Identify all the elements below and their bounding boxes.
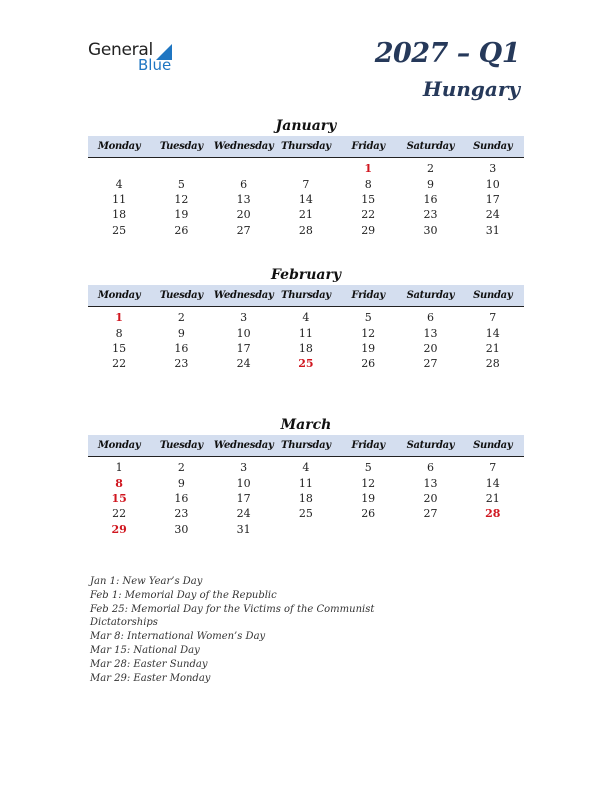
day-cell: 18 — [298, 491, 313, 505]
day-cell: 23 — [174, 357, 189, 371]
day-cell: 11 — [298, 326, 313, 340]
day-cell: 16 — [174, 491, 189, 505]
day-cell: 17 — [236, 341, 251, 355]
weekday-label: Tuesday — [159, 290, 203, 301]
holiday-day-cell: 29 — [111, 522, 127, 536]
weekday-label: Monday — [97, 290, 141, 301]
holiday-day-cell: 1 — [364, 162, 373, 176]
holiday-day-cell: 28 — [485, 507, 501, 521]
weekday-label: Wednesday — [213, 141, 274, 152]
weekday-label: Friday — [351, 141, 385, 152]
weekday-label: Saturday — [406, 141, 455, 152]
weekday-label: Monday — [97, 141, 141, 152]
day-cell: 19 — [361, 491, 376, 505]
weekday-label: Thursday — [281, 141, 331, 152]
day-cell: 13 — [236, 192, 251, 206]
week-row — [88, 460, 524, 475]
day-cell: 2 — [177, 461, 185, 475]
weekday-label: Tuesday — [159, 141, 203, 152]
holiday-note: Feb 1: Memorial Day of the Republic — [90, 589, 277, 601]
day-cell: 4 — [302, 311, 310, 325]
weekday-label: Tuesday — [159, 440, 203, 451]
holiday-note: Jan 1: New Year’s Day — [90, 576, 203, 587]
holiday-note: Mar 28: Easter Sunday — [90, 658, 208, 670]
day-cell: 17 — [236, 491, 251, 505]
day-cell: 5 — [364, 311, 372, 325]
day-cell: 26 — [174, 223, 189, 237]
brand-general-text: General — [88, 40, 153, 60]
weekday-label: Sunday — [473, 290, 513, 301]
day-cell: 10 — [236, 326, 251, 340]
day-cell: 14 — [485, 476, 500, 490]
day-cell: 5 — [177, 177, 185, 191]
day-cell: 11 — [298, 476, 313, 490]
day-cell: 28 — [485, 357, 500, 371]
week-row — [88, 491, 524, 506]
brand-blue-text: Blue — [138, 56, 172, 74]
day-cell: 26 — [361, 507, 376, 521]
week-row — [88, 522, 524, 537]
week-row — [88, 325, 524, 340]
weekday-label: Monday — [97, 440, 141, 451]
day-cell: 7 — [489, 311, 497, 325]
month-calendar — [88, 415, 524, 537]
day-cell: 30 — [174, 522, 189, 536]
day-cell: 31 — [485, 223, 500, 237]
weekday-label: Sunday — [473, 141, 513, 152]
day-cell: 3 — [489, 162, 497, 176]
month-title: March — [280, 417, 332, 433]
day-cell: 6 — [426, 311, 434, 325]
holiday-note: Mar 29: Easter Monday — [90, 672, 211, 684]
day-cell: 21 — [298, 208, 313, 222]
day-cell: 18 — [112, 208, 127, 222]
day-cell: 21 — [485, 491, 500, 505]
week-row — [88, 506, 524, 521]
day-cell: 22 — [112, 357, 127, 371]
day-cell: 28 — [298, 223, 313, 237]
weekday-label: Wednesday — [213, 440, 274, 451]
weekday-label: Wednesday — [213, 290, 274, 301]
month-title: January — [275, 118, 337, 134]
week-row — [88, 176, 524, 191]
week-row — [88, 192, 524, 207]
day-cell: 11 — [112, 192, 127, 206]
day-cell: 27 — [423, 357, 438, 371]
holiday-day-cell: 1 — [115, 311, 123, 325]
day-cell: 4 — [302, 461, 310, 475]
day-cell: 23 — [423, 208, 438, 222]
day-cell: 24 — [485, 208, 500, 222]
day-cell: 18 — [298, 341, 313, 355]
day-cell: 7 — [489, 461, 497, 475]
week-row — [88, 475, 524, 490]
day-cell: 20 — [423, 341, 438, 355]
week-row — [88, 310, 524, 325]
day-cell: 21 — [485, 341, 500, 355]
day-cell: 31 — [236, 522, 251, 536]
holiday-day-cell: 15 — [111, 491, 127, 505]
day-cell: 27 — [423, 507, 438, 521]
day-cell: 12 — [361, 326, 376, 340]
day-cell: 19 — [174, 208, 189, 222]
weekday-label: Friday — [351, 290, 385, 301]
holiday-notes — [90, 575, 390, 685]
weekday-label: Saturday — [406, 290, 455, 301]
brand-logo — [88, 40, 188, 76]
month-calendar — [88, 116, 524, 238]
weekday-label: Sunday — [473, 440, 513, 451]
day-cell: 3 — [240, 461, 248, 475]
holiday-note: Mar 15: National Day — [90, 644, 200, 656]
day-cell: 22 — [361, 208, 376, 222]
day-cell: 3 — [240, 311, 248, 325]
day-cell: 24 — [236, 507, 251, 521]
weekday-label: Friday — [351, 440, 385, 451]
day-cell: 30 — [423, 223, 438, 237]
weekday-label: Thursday — [281, 440, 331, 451]
weekday-label: Thursday — [281, 290, 331, 301]
day-cell: 22 — [112, 507, 127, 521]
holiday-note: Feb 25: Memorial Day for the Victims of the Communist — [90, 603, 375, 615]
day-cell: 9 — [426, 177, 434, 191]
day-cell: 4 — [115, 177, 123, 191]
day-cell: 2 — [177, 311, 185, 325]
holiday-note: Mar 8: International Women’s Day — [90, 631, 266, 643]
day-cell: 25 — [112, 223, 127, 237]
day-cell: 6 — [240, 177, 248, 191]
day-cell: 2 — [426, 162, 434, 176]
day-cell: 25 — [298, 507, 313, 521]
day-cell: 12 — [174, 192, 189, 206]
month-calendar — [88, 265, 524, 372]
day-cell: 29 — [361, 223, 376, 237]
day-cell: 6 — [426, 461, 434, 475]
day-cell: 1 — [115, 461, 123, 475]
day-cell: 13 — [423, 476, 438, 490]
week-row — [88, 223, 524, 238]
day-cell: 15 — [361, 192, 376, 206]
week-row — [88, 161, 524, 176]
day-cell: 13 — [423, 326, 438, 340]
day-cell: 7 — [302, 177, 310, 191]
holiday-day-cell: 8 — [115, 476, 123, 490]
month-title: February — [270, 267, 341, 283]
day-cell: 8 — [364, 177, 372, 191]
day-cell: 5 — [364, 461, 372, 475]
weekday-header — [88, 136, 524, 158]
day-cell: 26 — [361, 357, 376, 371]
day-cell: 16 — [423, 192, 438, 206]
day-cell: 12 — [361, 476, 376, 490]
holiday-note: Dictatorships — [90, 617, 158, 629]
day-cell: 10 — [485, 177, 500, 191]
day-cell: 16 — [174, 341, 189, 355]
day-cell: 8 — [115, 326, 123, 340]
country-title: Hungary — [422, 77, 520, 101]
week-row — [88, 341, 524, 356]
day-cell: 20 — [423, 491, 438, 505]
page-title: 2027 – Q1 — [374, 38, 520, 69]
weekday-label: Saturday — [406, 440, 455, 451]
day-cell: 9 — [177, 476, 185, 490]
day-cell: 27 — [236, 223, 251, 237]
day-cell: 10 — [236, 476, 251, 490]
week-row — [88, 207, 524, 222]
day-cell: 24 — [236, 357, 251, 371]
day-cell: 23 — [174, 507, 189, 521]
holiday-day-cell: 25 — [298, 357, 314, 371]
day-cell: 17 — [485, 192, 500, 206]
week-row — [88, 356, 524, 371]
day-cell: 14 — [485, 326, 500, 340]
day-cell: 15 — [112, 341, 127, 355]
day-cell: 14 — [298, 192, 313, 206]
day-cell: 20 — [236, 208, 251, 222]
weekday-header — [88, 285, 524, 307]
weekday-header — [88, 435, 524, 457]
day-cell: 19 — [361, 341, 376, 355]
day-cell: 9 — [177, 326, 185, 340]
